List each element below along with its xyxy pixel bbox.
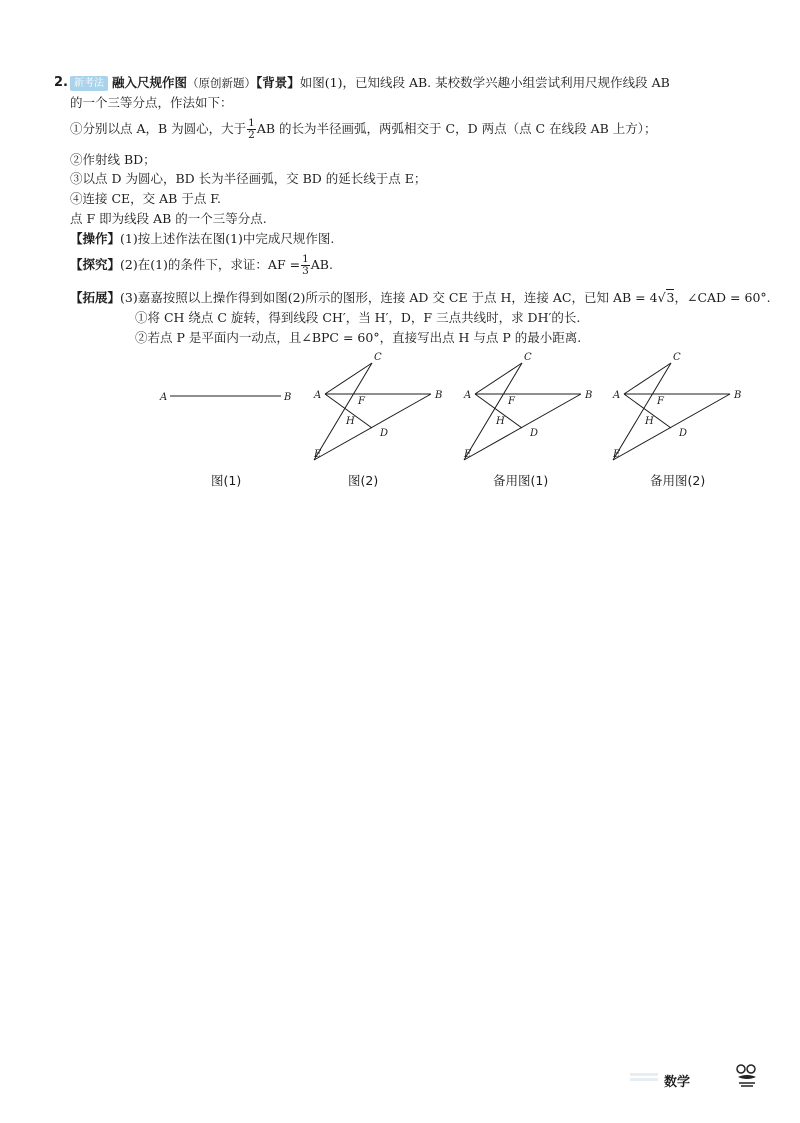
step-1-post: AB 的长为半径画弧，两弧相交于 C，D 两点（点 C 在线段 AB 上方）； <box>256 121 657 136</box>
operation-text: (1)按上述作法在图(1)中完成尺规作图. <box>120 231 335 246</box>
point-b-label: B <box>585 390 593 401</box>
sqrt-radicand: 3 <box>666 290 675 305</box>
extension-pre: (3)嘉嘉按照以上操作得到如图(2)所示的图形，连接 AD 交 CE 于点 H，连接 AC，已知 AB = 4 <box>120 290 658 305</box>
point-a-label: A <box>160 392 168 403</box>
fraction-denominator: 2 <box>248 129 255 141</box>
explore-label: 【探究】 <box>70 257 121 272</box>
figure-2 <box>313 352 442 460</box>
point-d-label: D <box>530 428 539 439</box>
point-f-label: F <box>358 396 365 407</box>
point-a-label: A <box>464 390 472 401</box>
point-b-label: B <box>435 390 443 401</box>
footer-logo-icon <box>735 1063 759 1089</box>
caption-backup-1: 备用图(1) <box>493 473 549 488</box>
fraction-numerator: 1 <box>302 253 309 265</box>
point-d-label: D <box>380 428 389 439</box>
caption-figure-1: 图(1) <box>211 473 242 488</box>
caption-backup-2: 备用图(2) <box>650 473 706 488</box>
intro-text-1: 如图(1)，已知线段 AB. 某校数学兴趣小组尝试利用尺规作线段 AB <box>299 75 670 90</box>
point-d-label: D <box>679 428 688 439</box>
point-h-label: H <box>496 416 505 427</box>
point-a-label: A <box>314 390 322 401</box>
sqrt-symbol: √ <box>657 290 666 305</box>
background-label: 【背景】 <box>256 75 300 90</box>
footer-faint-mark <box>630 1073 658 1085</box>
figure-1 <box>159 392 291 403</box>
point-h-label: H <box>346 416 355 427</box>
caption-figure-2: 图(2) <box>348 473 379 488</box>
extension-label: 【拓展】 <box>70 290 121 305</box>
point-e-label: E <box>464 449 472 460</box>
fraction-denominator: 3 <box>302 265 309 277</box>
question-number: 2. <box>54 75 68 90</box>
operation-label: 【操作】 <box>70 231 121 246</box>
point-a-label: A <box>613 390 621 401</box>
step-2: ②作射线 BD； <box>70 152 156 167</box>
footer-subject: 数学 <box>664 1075 691 1090</box>
step-4: ④连接 CE，交 AB 于点 F. <box>70 191 221 206</box>
point-h-label: H <box>645 416 654 427</box>
fraction-numerator: 1 <box>248 117 255 129</box>
point-f-label: F <box>508 396 515 407</box>
sub-question-2: ②若点 P 是平面内一动点，且∠BPC = 60°，直接写出点 H 与点 P 的最小距离. <box>135 330 582 345</box>
backup-figure-2 <box>612 352 741 460</box>
conclusion: 点 F 即为线段 AB 的一个三等分点. <box>70 211 267 226</box>
figures-svg <box>0 0 800 470</box>
point-c-label: C <box>374 352 382 363</box>
point-f-label: F <box>657 396 664 407</box>
point-b-label: B <box>284 392 292 403</box>
step-1-pre: ①分别以点 A，B 为圆心，大于 <box>70 121 247 136</box>
point-c-label: C <box>524 352 532 363</box>
problem-title: 融入尺规作图 <box>112 75 188 90</box>
explore-post: AB. <box>310 257 333 272</box>
explore-pre: (2)在(1)的条件下，求证：AF = <box>120 257 301 272</box>
problem-source: （原创新题） <box>187 76 257 90</box>
extension-post: ，∠CAD = 60°. <box>674 290 771 305</box>
point-e-label: E <box>314 449 322 460</box>
backup-figure-1 <box>463 352 592 460</box>
point-b-label: B <box>734 390 742 401</box>
line-ac <box>325 363 372 394</box>
line-be <box>314 394 431 460</box>
point-c-label: C <box>673 352 681 363</box>
sub-question-1: ①将 CH 绕点 C 旋转，得到线段 CH′，当 H′，D，F 三点共线时，求 DH′的长. <box>135 310 581 325</box>
line-ce <box>314 363 372 460</box>
point-e-label: E <box>613 449 621 460</box>
new-method-tag: 新考法 <box>70 76 108 91</box>
intro-text-2: 的一个三等分点，作法如下： <box>70 95 233 110</box>
step-3: ③以点 D 为圆心，BD 长为半径画弧，交 BD 的延长线于点 E； <box>70 171 427 186</box>
